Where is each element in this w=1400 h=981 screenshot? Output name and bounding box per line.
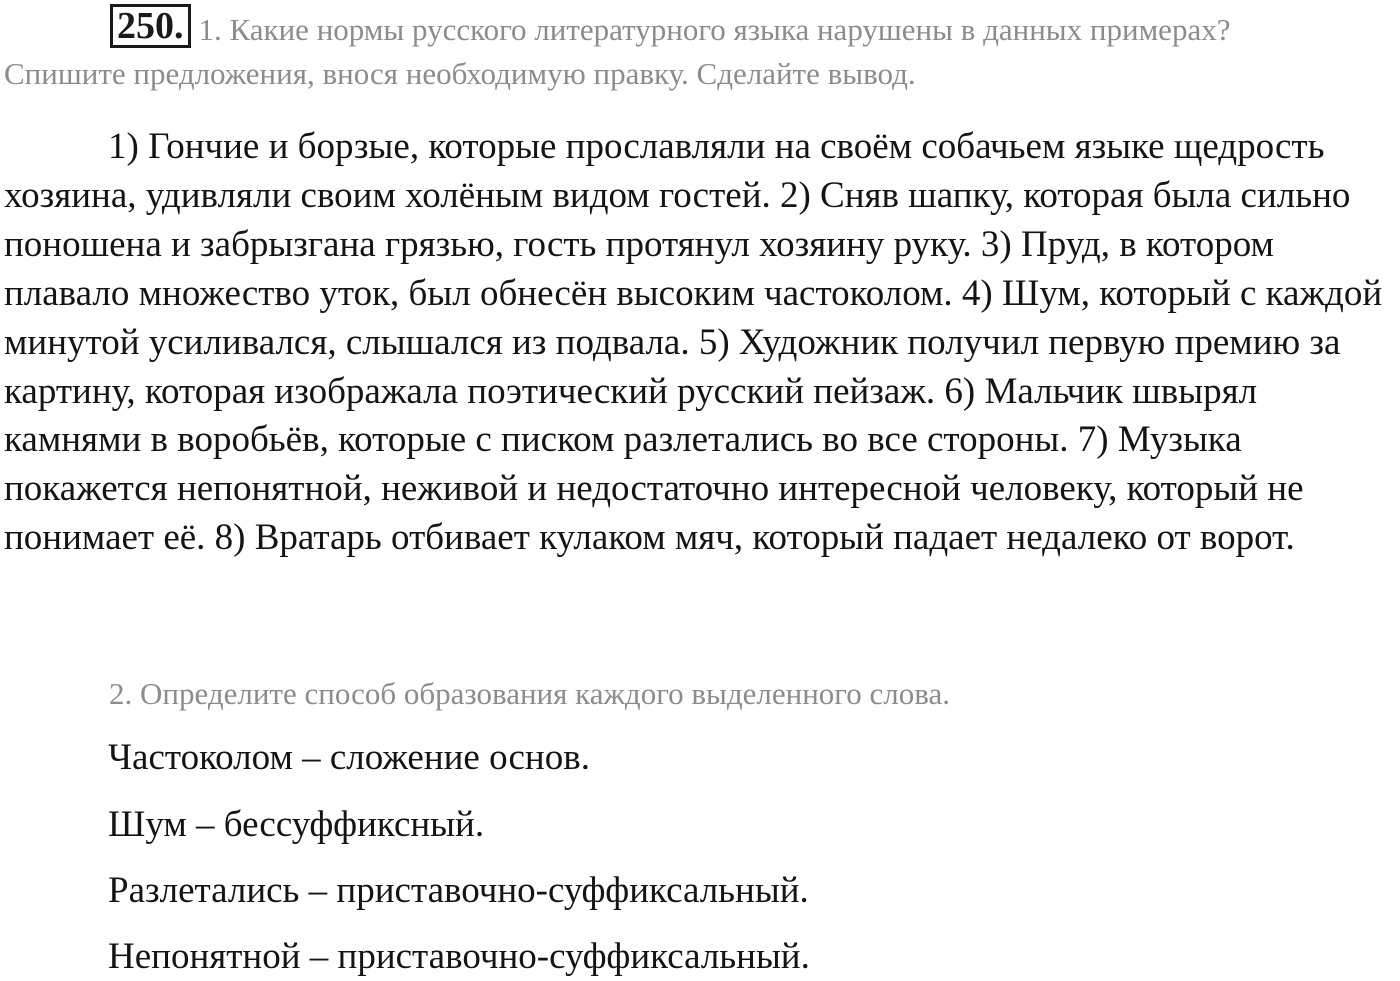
answer-item: Разлетались – приставочно-суффиксальный. — [108, 870, 809, 911]
task2-instruction: 2. Определите способ образования каждого выделенного слова. — [109, 676, 950, 711]
answer-item: Непонятной – приставочно-суффиксальный. — [108, 936, 810, 977]
answer-item: Частоколом – сложение основ. — [108, 737, 590, 778]
answer-item: Шум – бессуффиксный. — [108, 804, 485, 845]
task-instruction: 1. Какие нормы русского литературного языка нарушены в данных примерах? Спишите предложения, внося необходимую правку. Сделайте вывод. — [4, 12, 1231, 91]
task-header — [4, 4, 1304, 96]
task-number: 250. — [110, 4, 191, 48]
exercise-text: 1) Гончие и борзые, которые прославляли на своём собачьем языке щедрость хозяина, удивляли своим холёным видом гостей. 2) Сняв шапку, которая была сильно поношена и забрызгана грязью, гость протянул хозяину руку. 3) Пруд, в котором плавало множество уток, был обнесён высоким частоколом. 4) Шум, который с каждой минутой усиливался, слышался из подвала. 5) Художник получил первую премию за картину, которая изображала поэтический русский пейзаж. 6) Мальчик швырял камнями в воробьёв, которые с писком разлетались во все стороны. 7) Музыка покажется непонятной, неживой и недостаточно интересной человеку, который не понимает её. 8) Вратарь отбивает кулаком мяч, который падает недалеко от ворот. — [4, 126, 1383, 559]
